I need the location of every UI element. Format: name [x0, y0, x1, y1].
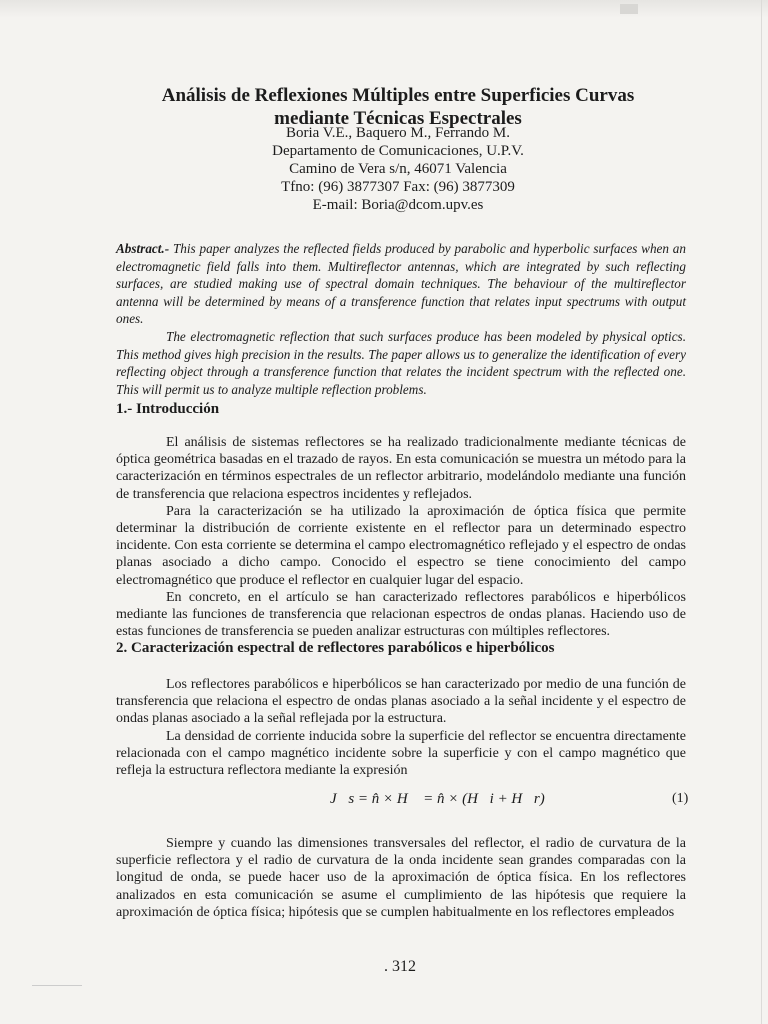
section-1-paragraph-1: El análisis de sistemas reflectores se ha realizado tradicionalmente mediante técnicas de óptica geométrica basadas en el trazado de rayos. En esta comunicación se muestra un método para la caracterización en términos espectrales de un reflector arbitrario, modelándolo mediante una función de transferencia que relaciona espectros incidentes y reflejados.: [116, 435, 686, 502]
abstract-paragraph-2: The electromagnetic reflection that such surfaces produce has been modeled by physical optics. This method gives high precision in the results. The paper allows us to generalize the identification of every reflecting object through a transference function that relates the incident spectrum with the reflected one. This will permit us to analyze multiple reflection problems.: [116, 328, 686, 397]
section-1-paragraph-2: Para la caracterización se ha utilizado la aproximación de óptica física que permite determinar la distribución de corriente existente en el reflector para un determinado espectro incidente. Con esta corriente se determina el campo electromagnético reflejado y el espectro de ondas planas asociado a dicho campo. Conocido el espectro se tiene conocimiento del campo electromagnético que produce el reflector en cualquier lugar del espacio.: [116, 503, 686, 588]
title-line-2: mediante Técnicas Espectrales: [274, 108, 522, 129]
abstract-paragraph-1: [116, 240, 686, 328]
scan-mark: [620, 4, 638, 14]
section-1-heading: 1.- Introducción: [116, 401, 220, 417]
abstract-label: Abstract.-: [116, 241, 170, 256]
section-2-paragraph-1: Los reflectores parabólicos e hiperbólicos se han caracterizado por medio de una función de transferencia que relaciona el espectro de ondas planas asociado a la señal incidente y el espectro de ondas planas asociado a la señal reflejada por la estructura.: [116, 677, 686, 727]
equation-number: (1): [672, 791, 689, 806]
section-2-paragraph-3: Siempre y cuando las dimensiones transversales del reflector, el radio de curvatura de la superficie reflectora y el radio de curvatura de la onda incidente sean grandes comparadas con la longitud de onda, se puede hacer uso de la aproximación de óptica física. En los reflectores analizados en esta comunicación se asume el cumplimiento de las hipótesis que requiere la aproximación de óptica física; hipótesis que se cumplen habitualmente en los reflectores empleados: [116, 836, 686, 920]
page-number: . 312: [384, 958, 416, 975]
equation-1: J⃗s = n̂ × H⃗ = n̂ × (H⃗i + H⃗r): [330, 791, 545, 807]
scan-edge: [761, 0, 762, 1024]
title-line-1: Análisis de Reflexiones Múltiples entre Superficies Curvas: [161, 85, 635, 106]
author-block: [118, 124, 678, 214]
scan-corner-mark: [32, 985, 82, 986]
section-1-body: [116, 434, 686, 640]
email: E-mail: Boria@dcom.upv.es: [312, 197, 484, 213]
section-2-paragraph-2: La densidad de corriente inducida sobre la superficie del reflector se encuentra directamente relacionada con el campo magnético incidente sobre la superficie y con el campo magnético que refleja la estructura reflectora mediante la expresión: [116, 728, 686, 779]
scan-shadow: [0, 0, 768, 18]
abstract: [116, 240, 686, 398]
address: Camino de Vera s/n, 46071 Valencia: [289, 161, 507, 177]
section-2-continued: [116, 835, 686, 921]
section-1-paragraph-3: En concreto, en el artículo se han caracterizado reflectores parabólicos e hiperbólicos mediante las funciones de transferencia que relacionan espectros de ondas planas. Haciendo uso de estas funciones de transferencia se pueden analizar estructuras con múltiples reflectores.: [116, 589, 686, 640]
abstract-text-1: This paper analyzes the reflected fields produced by parabolic and hyperbolic surfaces when an electromagnetic field falls into them. Multireflector antennas, which are integrated by such reflecting surfaces, are studied making use of spectral domain techniques. The behaviour of the multireflector antenna will be determined by means of a transference function that relates input spectrums with output ones.: [116, 241, 686, 327]
section-2-heading: 2. Caracterización espectral de reflectores parabólicos e hiperbólicos: [116, 640, 555, 656]
authors: Boria V.E., Baquero M., Ferrando M.: [285, 125, 510, 141]
phone-fax: Tfno: (96) 3877307 Fax: (96) 3877309: [281, 179, 515, 195]
department: Departamento de Comunicaciones, U.P.V.: [272, 143, 524, 159]
section-2-body: [116, 676, 686, 779]
